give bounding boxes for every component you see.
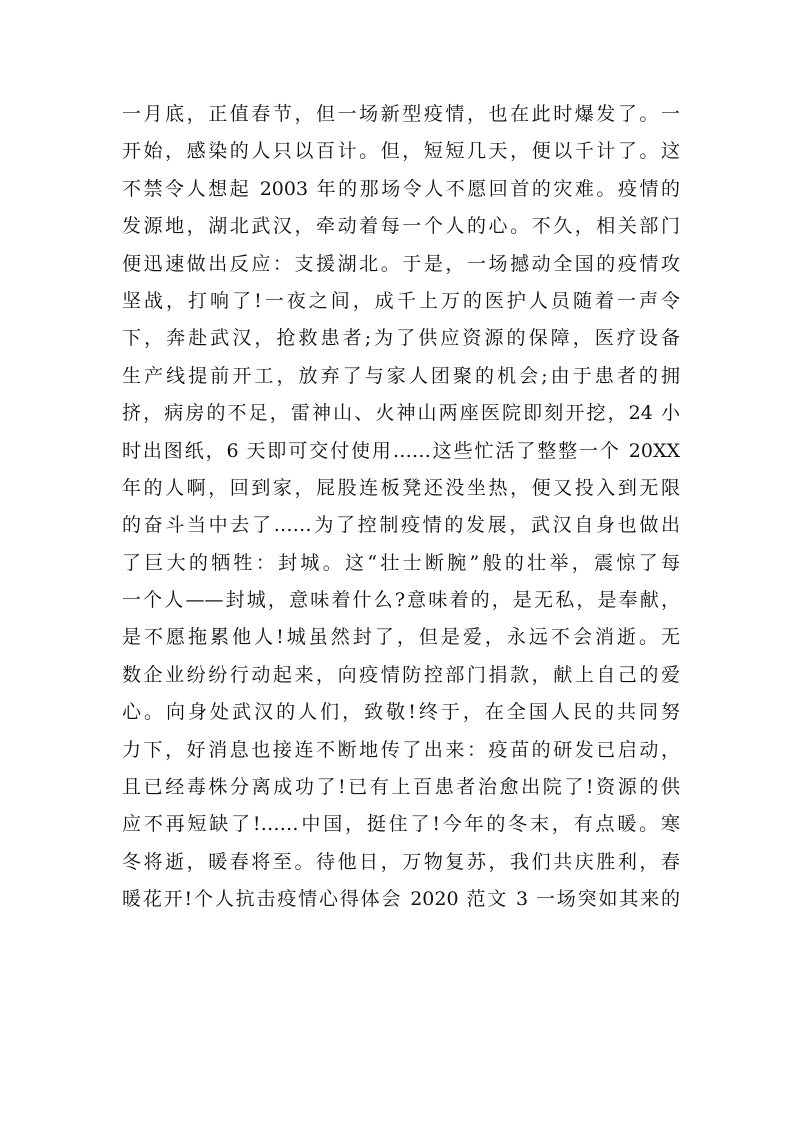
text-line: 力下，好消息也接连不断地传了出来：疫苗的研发已启动， <box>122 738 680 761</box>
text-line: 一个人——封城，意味着什么?意味着的，是无私，是奉献， <box>122 589 680 612</box>
body-text <box>122 96 680 919</box>
text-line: 且已经毒株分离成功了!已有上百患者治愈出院了!资源的供 <box>122 776 680 799</box>
text-line: 年的人啊，回到家，屁股连板凳还没坐热，便又投入到无限 <box>122 476 680 499</box>
text-line: 挤，病房的不足，雷神山、火神山两座医院即刻开挖，24 小 <box>122 402 680 425</box>
text-line: 心。向身处武汉的人们，致敬!终于，在全国人民的共同努 <box>122 701 680 724</box>
text-line: 生产线提前开工，放弃了与家人团聚的机会;由于患者的拥 <box>122 364 680 387</box>
text-line: 暖花开!个人抗击疫情心得体会 2020 范文 3 一场突如其来的 <box>122 888 680 911</box>
text-line: 时出图纸，6 天即可交付使用……这些忙活了整整一个 20XX <box>122 439 680 462</box>
text-line: 便迅速做出反应：支援湖北。于是，一场撼动全国的疫情攻 <box>122 252 680 275</box>
text-line: 不禁令人想起 2003 年的那场令人不愿回首的灾难。疫情的 <box>122 177 680 200</box>
text-line: 一月底，正值春节，但一场新型疫情，也在此时爆发了。一 <box>122 103 680 125</box>
text-line: 坚战，打响了!一夜之间，成千上万的医护人员随着一声令 <box>122 289 680 312</box>
text-line: 数企业纷纷行动起来，向疫情防控部门捐款，献上自己的爱 <box>122 663 680 686</box>
text-line: 应不再短缺了!……中国，挺住了!今年的冬末，有点暖。寒 <box>122 813 680 836</box>
text-line: 的奋斗当中去了……为了控制疫情的发展，武汉自身也做出 <box>122 514 680 537</box>
text-line: 冬将逝，暖春将至。待他日，万物复苏，我们共庆胜利，春 <box>122 850 680 873</box>
text-line: 发源地，湖北武汉，牵动着每一个人的心。不久，相关部门 <box>122 215 680 238</box>
text-line: 开始，感染的人只以百计。但，短短几天，便以千计了。这 <box>122 140 680 163</box>
text-line: 是不愿拖累他人!城虽然封了，但是爱，永远不会消逝。无 <box>122 626 680 649</box>
text-line: 下，奔赴武汉，抢救患者;为了供应资源的保障，医疗设备 <box>122 327 680 350</box>
text-line: 了巨大的牺牲：封城。这“壮士断腕”般的壮举，震惊了每 <box>122 551 680 574</box>
